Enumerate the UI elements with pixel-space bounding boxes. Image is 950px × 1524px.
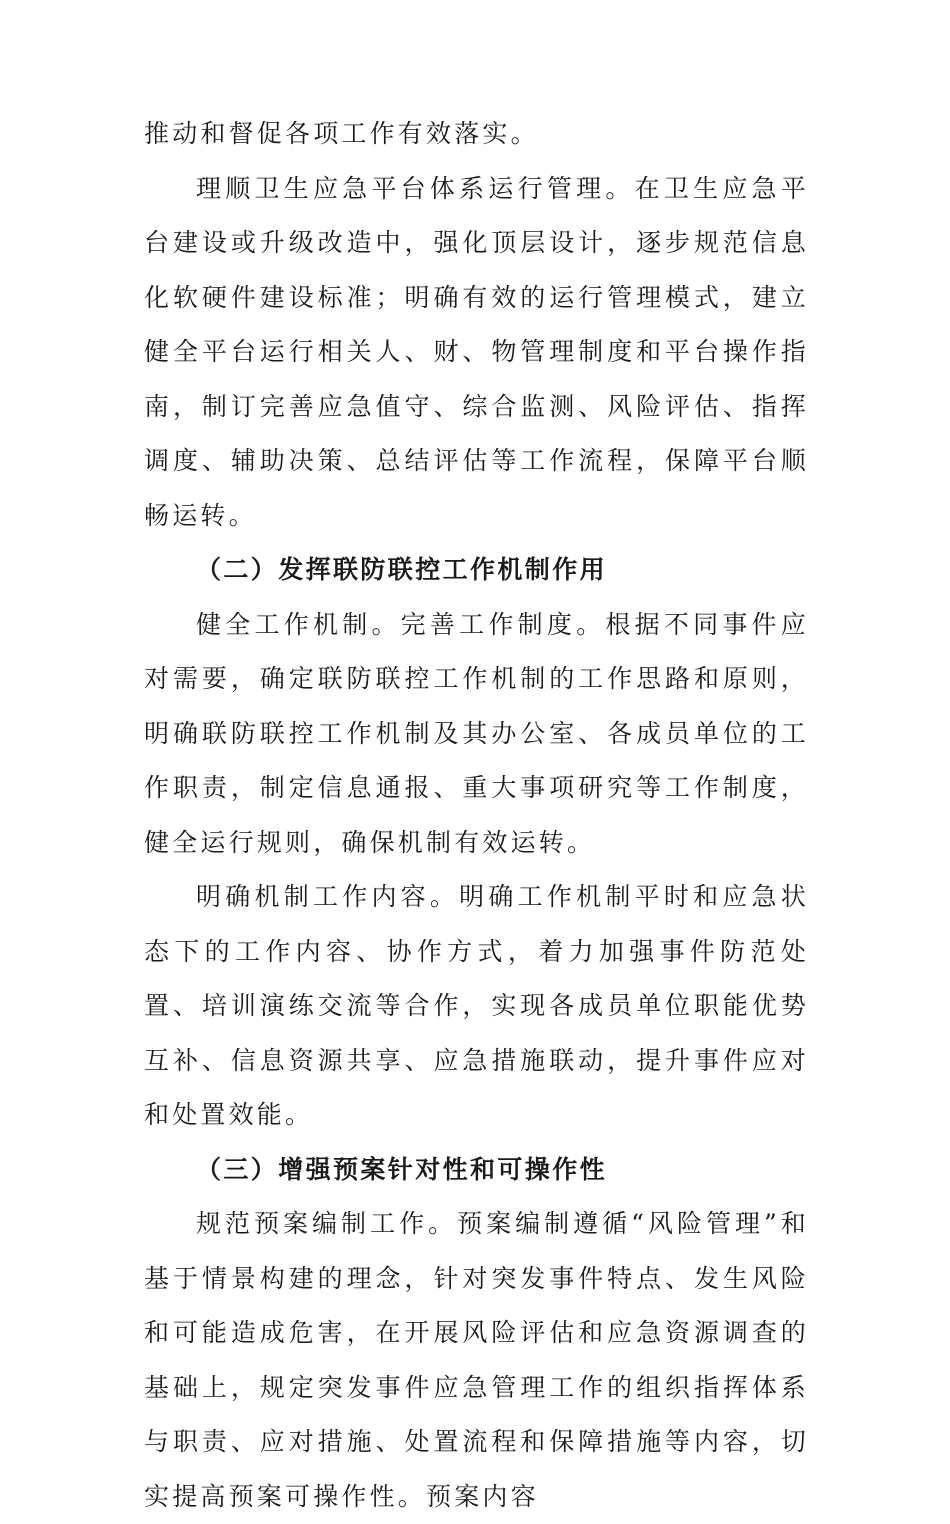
paragraph-platform-management: 理顺卫生应急平台体系运行管理。在卫生应急平台建设或升级改造中，强化顶层设计，逐步规范信息化软硬件建设标准；明确有效的运行管理模式，建立健全平台运行相关人、财、物管理制度和平台操作指南，制订完善应急值守、综合监测、风险评估、指挥调度、辅助决策、总结评估等工作流程，保障平台顺畅运转。 bbox=[144, 173, 809, 530]
section-heading-2: （二）发挥联防联控工作机制作用 bbox=[196, 555, 608, 584]
paragraph-continuation: 推动和督促各项工作有效落实。 bbox=[144, 119, 539, 148]
document-body bbox=[144, 107, 809, 1524]
section-heading-3: （三）增强预案针对性和可操作性 bbox=[196, 1154, 608, 1184]
paragraph-plan-compilation: 规范预案编制工作。预案编制遵循“风险管理”和基于情景构建的理念，针对突发事件特点、发生风险和可能造成危害，在开展风险评估和应急资源调查的基础上，规定突发事件应急管理工作的组织指挥体系与职责、应对措施、处置流程和保障措施等内容，切实提高预案可操作性。预案内容 bbox=[144, 1209, 809, 1511]
paragraph-mechanism-content: 明确机制工作内容。明确工作机制平时和应急状态下的工作内容、协作方式，着力加强事件防范处置、培训演练交流等合作，实现各成员单位职能优势互补、信息资源共享、应急措施联动，提升事件应对和处置效能。 bbox=[144, 882, 809, 1129]
paragraph-work-mechanism: 健全工作机制。完善工作制度。根据不同事件应对需要，确定联防联控工作机制的工作思路和原则，明确联防联控工作机制及其办公室、各成员单位的工作职责，制定信息通报、重大事项研究等工作制度，健全运行规则，确保机制有效运转。 bbox=[144, 609, 809, 857]
